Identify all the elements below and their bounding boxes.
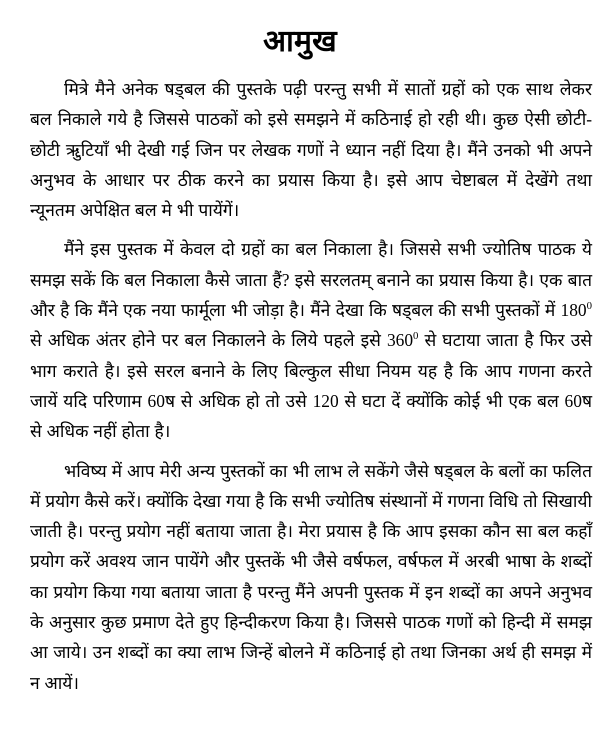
inline-number: 120: [312, 390, 339, 411]
inline-number: 60ष: [564, 390, 592, 411]
document-body: [30, 74, 592, 698]
inline-number: 60ष: [147, 390, 175, 411]
paragraph-3: भविष्य में आप मेरी अन्य पुस्तकों का भी लाभ ले सकेंगे जैसे षड्बल के बलों का फलित में प्रयोग कैसे करें। क्योंकि देखा गया है कि सभी ज्योतिष संस्थानों में गणना विधि तो सिखायी जाती है। परन्तु प्रयोग नहीं बताया जाता है। मेरा प्रयास है कि आप इसका कौन सा बल कहाँ प्रयोग करें अवश्य जान पायेंगे और पुस्तकें भी जैसे वर्षफल, वर्षफल में अरबी भाषा के शब्दों का प्रयोग किया गया बताया जाता है परन्तु मैंने अपनी पुस्तक में इन शब्दों का अपने अनुभव के अनुसार कुछ प्रमाण देते हुए हिन्दीकरण किया है। जिससे पाठक गणों को हिन्दी में समझ आ जाये। उन शब्दों का क्या लाभ जिन्हें बोलने में कठिनाई हो तथा जिनका अर्थ ही समझ में न आयें।: [30, 460, 592, 693]
degree-superscript: 0: [586, 300, 592, 313]
page-title: आमुख: [263, 25, 337, 59]
paragraph-1: मित्रे मैने अनेक षड्बल की पुस्तके पढ़ी परन्तु सभी में सातों ग्रहों को एक साथ लेकर बल निकाले गये है जिससे पाठकों को इसे समझने में कठिनाई हो रही थी। कुछ ऐसी छोटी-छोटी ऋुटियाँ भी देखी गई जिन पर लेखक गणों ने ध्यान नहीं दिया है। मैंने उनको भी अपने अनुभव के आधार पर ठीक करने का प्रयास किया है। इसे आप चेष्टाबल में देखेंगे तथा न्यूनतम अपेक्षित बल मे भी पायेंगें।: [30, 79, 592, 221]
degree-superscript: 0: [413, 330, 419, 343]
paragraph-2: मैंने इस पुस्तक में केवल दो ग्रहों का बल निकाला है। जिससे सभी ज्योतिष पाठक ये समझ सकें कि बल निकाला कैसे जाता हैं? इसे सरलतम् बनाने का प्रयास किया है। एक बात और है कि मैंने एक नया फार्मूला भी जोड़ा है। मैंने देखा कि षड्बल की सभी पुस्तकों में $180^0$ से अधिक अंतर होने पर बल निकालने के लिये पहले इसे $360^0$ से घटाया जाता है फिर उसे भाग कराते है। इसे सरल बनाने के लिए बिल्कुल सीधा नियम यह है कि आप गणना करते जायें यदि परिणाम 60ष से अधिक हो तो उसे 120 से घटा दें क्योंकि कोई भी एक बल 60ष से अधिक नहीं होता है।: [30, 239, 592, 442]
inline-number: 360: [386, 330, 414, 351]
inline-number: 180: [560, 300, 587, 321]
